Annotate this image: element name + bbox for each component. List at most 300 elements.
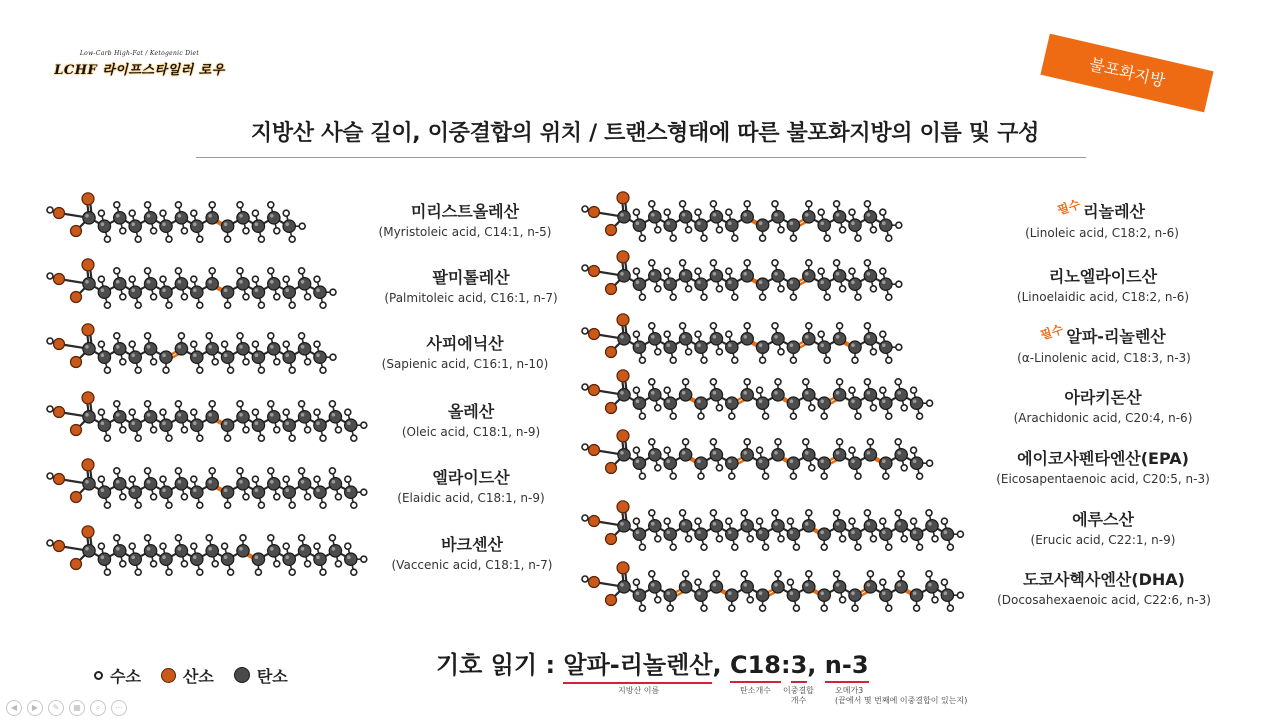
carbon-atom: [695, 219, 707, 231]
carbon-highlight: [713, 272, 717, 276]
bond: [944, 521, 947, 534]
hydrogen-atom: [274, 427, 280, 433]
hydrogen-atom: [222, 341, 228, 347]
bond: [840, 276, 843, 289]
hydrogen-atom: [772, 510, 778, 516]
hydrogen-atom: [855, 413, 861, 419]
bond: [258, 425, 261, 438]
bond: [855, 276, 870, 284]
hydrogen-atom: [274, 561, 280, 567]
hydrogen-atom: [649, 260, 655, 266]
acid-name: 리놀레산: [1083, 202, 1145, 221]
bond: [305, 349, 308, 362]
hydrogen-atom: [305, 359, 311, 365]
molecule-myristoleic: [47, 193, 305, 242]
hydrogen-atom: [582, 576, 588, 582]
carbon-highlight: [178, 345, 182, 349]
carbon-atom: [664, 457, 676, 469]
hydrogen-atom: [237, 468, 243, 474]
bond: [655, 526, 658, 539]
oxygen-atom: [71, 425, 82, 436]
carbon-atom: [221, 286, 233, 298]
hydrogen-atom: [701, 235, 707, 241]
bond: [178, 205, 181, 218]
bond: [305, 417, 308, 430]
carbon-atom: [160, 351, 172, 363]
hydrogen-atom: [320, 569, 326, 575]
bond: [914, 450, 917, 463]
bond: [870, 395, 873, 408]
carbon-highlight: [239, 480, 243, 484]
bond: [243, 349, 258, 357]
carbon-highlight: [636, 530, 640, 534]
oxygen-atom: [54, 541, 65, 552]
hydrogen-atom: [870, 227, 876, 233]
hydrogen-atom: [639, 235, 645, 241]
previous-slide-icon[interactable]: ◀: [6, 700, 22, 716]
carbon-atom: [221, 419, 233, 431]
bond: [243, 284, 246, 297]
bond: [166, 417, 181, 425]
zoom-icon[interactable]: ⌕: [90, 700, 106, 716]
bond: [667, 390, 670, 403]
oxygen-atom: [617, 430, 629, 442]
carbon-highlight: [147, 480, 151, 484]
bond: [855, 526, 870, 534]
hydrogen-atom: [763, 544, 769, 550]
bond: [178, 271, 181, 284]
hydrogen-atom: [716, 286, 722, 292]
carbon-highlight: [882, 459, 886, 463]
bond: [212, 551, 215, 564]
bond: [320, 559, 323, 572]
hydrogen-atom: [633, 518, 639, 524]
bond: [716, 526, 731, 534]
bond: [639, 339, 654, 347]
carbon-highlight: [697, 459, 701, 463]
bond: [901, 455, 904, 468]
bond: [670, 217, 685, 225]
bond: [716, 276, 731, 284]
carbon-atom: [314, 286, 326, 298]
legend-hydrogen-label: 수소: [110, 666, 141, 686]
bond: [778, 339, 793, 347]
bond: [104, 417, 119, 425]
hydrogen-atom: [114, 268, 120, 274]
carbon-highlight: [820, 280, 824, 284]
carbon-atom: [98, 486, 110, 498]
carbon-atom: [818, 397, 830, 409]
bond: [151, 284, 166, 292]
bond: [778, 526, 793, 534]
bond: [763, 217, 778, 225]
bond: [197, 425, 200, 438]
carbon-atom: [864, 211, 876, 223]
bond: [594, 582, 624, 587]
carbon-atom: [818, 457, 830, 469]
bond: [947, 534, 950, 547]
hydrogen-atom: [655, 286, 661, 292]
hydrogen-atom: [206, 535, 212, 541]
bond: [639, 347, 642, 360]
bond: [763, 526, 778, 534]
acid-formula: (Oleic acid, C18:1, n-9): [401, 425, 541, 439]
carbon-atom: [787, 589, 799, 601]
hydrogen-atom: [209, 268, 215, 274]
carbon-atom: [268, 343, 280, 355]
carbon-highlight: [743, 272, 747, 276]
hydrogen-atom: [633, 268, 639, 274]
oxygen-atom: [82, 392, 94, 404]
hydrogen-atom: [191, 476, 197, 482]
hydrogen-atom: [741, 510, 747, 516]
hydrogen-atom: [664, 447, 670, 453]
carbon-highlight: [116, 413, 120, 417]
hydrogen-atom: [763, 473, 769, 479]
carbon-highlight: [790, 591, 794, 595]
hydrogen-atom: [258, 367, 264, 373]
molecule-vaccenic: [47, 526, 367, 575]
bond: [104, 218, 119, 226]
carbon-atom: [772, 520, 784, 532]
carbon-atom: [298, 478, 310, 490]
carbon-atom: [83, 212, 95, 224]
bond: [886, 526, 901, 534]
carbon-highlight: [774, 391, 778, 395]
hydrogen-atom: [305, 427, 311, 433]
bond: [151, 349, 154, 362]
hydrogen-atom: [135, 367, 141, 373]
hydrogen-atom: [926, 571, 932, 577]
bond: [886, 534, 889, 547]
next-slide-icon[interactable]: ▶: [27, 700, 43, 716]
bond: [243, 484, 258, 492]
hydrogen-atom: [268, 535, 274, 541]
hydrogen-atom: [191, 276, 197, 282]
bond: [76, 218, 89, 231]
bond: [639, 587, 654, 595]
hydrogen-atom: [716, 349, 722, 355]
double-bond: [764, 590, 779, 598]
hydrogen-atom: [151, 427, 157, 433]
bond: [305, 284, 320, 292]
hydrogen-atom: [667, 605, 673, 611]
hydrogen-atom: [160, 210, 166, 216]
bond: [335, 417, 338, 430]
hydrogen-atom: [840, 227, 846, 233]
carbon-highlight: [867, 451, 871, 455]
hydrogen-atom: [151, 359, 157, 365]
bond: [286, 344, 289, 357]
bond: [274, 484, 277, 497]
carbon-highlight: [208, 547, 212, 551]
hydrogen-atom: [698, 413, 704, 419]
bond: [228, 551, 243, 559]
bond: [624, 395, 639, 403]
hydrogen-atom: [772, 201, 778, 207]
bond: [87, 400, 89, 417]
bond: [166, 559, 169, 572]
bond: [683, 513, 686, 526]
hydrogen-atom: [886, 294, 892, 300]
bond: [686, 276, 701, 284]
double-bond: [810, 529, 825, 537]
carbon-highlight: [820, 221, 824, 225]
hydrogen-atom: [163, 367, 169, 373]
acid-label-erucic: [973, 510, 1233, 548]
hydrogen-atom: [160, 409, 166, 415]
bond: [870, 276, 873, 289]
carbon-atom: [818, 589, 830, 601]
double-bond: [214, 287, 229, 295]
bond: [701, 587, 716, 595]
double-bond: [855, 587, 870, 595]
carbon-highlight: [882, 530, 886, 534]
carbon-atom: [221, 351, 233, 363]
oxygen-atom: [617, 192, 629, 204]
hydrogen-atom: [941, 518, 947, 524]
hydrogen-atom: [135, 569, 141, 575]
bond: [793, 526, 808, 534]
hydrogen-atom: [901, 465, 907, 471]
bond: [151, 218, 154, 231]
hydrogen-atom: [806, 571, 812, 577]
carbon-highlight: [224, 488, 228, 492]
bond: [148, 271, 151, 284]
hydrogen-atom: [191, 543, 197, 549]
bond: [824, 347, 827, 360]
hydrogen-atom: [726, 209, 732, 215]
carbon-icon: [234, 667, 250, 683]
bond: [670, 276, 685, 284]
essential-badge: 필수: [1038, 322, 1066, 343]
double-bond: [901, 587, 916, 595]
oxygen-atom: [82, 259, 94, 271]
carbon-atom: [726, 219, 738, 231]
carbon-atom: [710, 333, 722, 345]
bond: [243, 484, 246, 497]
carbon-highlight: [239, 214, 243, 218]
double-bond: [749, 279, 764, 287]
hydrogen-atom: [320, 302, 326, 308]
carbon-atom: [649, 270, 661, 282]
bond: [209, 336, 212, 349]
bond: [243, 417, 258, 425]
bond: [228, 284, 243, 292]
bond: [117, 205, 120, 218]
carbon-atom: [741, 211, 753, 223]
title-divider: [196, 157, 1086, 158]
hydrogen-atom: [834, 201, 840, 207]
carbon-atom: [710, 270, 722, 282]
bond: [917, 526, 932, 534]
bond: [228, 484, 243, 492]
hydrogen-atom: [710, 323, 716, 329]
carbon-atom: [818, 278, 830, 290]
bond: [701, 225, 704, 238]
molecule-dha: [582, 562, 963, 611]
bond: [151, 551, 166, 559]
carbon-highlight: [805, 213, 809, 217]
hydrogen-atom: [680, 510, 686, 516]
carbon-highlight: [851, 280, 855, 284]
carbon-atom: [191, 419, 203, 431]
bond: [197, 218, 212, 226]
bond: [197, 492, 200, 505]
hydrogen-atom: [252, 341, 258, 347]
hydrogen-atom: [633, 209, 639, 215]
bond: [840, 455, 855, 463]
bond: [228, 357, 231, 370]
hydrogen-atom: [135, 435, 141, 441]
hydrogen-atom: [787, 579, 793, 585]
carbon-atom: [695, 341, 707, 353]
hydrogen-atom: [695, 209, 701, 215]
carbon-atom: [283, 286, 295, 298]
double-bond: [716, 587, 731, 595]
carbon-atom: [910, 397, 922, 409]
bond: [194, 344, 197, 357]
carbon-highlight: [790, 221, 794, 225]
bond: [806, 442, 809, 455]
double-bond: [168, 352, 183, 360]
hydrogen-atom: [710, 260, 716, 266]
bond: [652, 326, 655, 339]
carbon-atom: [695, 589, 707, 601]
hydrogen-atom: [729, 413, 735, 419]
more-options-icon[interactable]: ⋯: [111, 700, 127, 716]
bond: [655, 455, 670, 463]
bond: [867, 326, 870, 339]
carbon-highlight: [255, 353, 259, 357]
hydrogen-atom: [824, 235, 830, 241]
hydrogen-atom: [191, 341, 197, 347]
bond: [151, 484, 154, 497]
carbon-highlight: [790, 530, 794, 534]
carbon-highlight: [743, 335, 747, 339]
double-bond: [733, 458, 748, 466]
acid-name: 올레산: [447, 402, 495, 421]
oxygen-atom: [606, 225, 617, 236]
carbon-atom: [833, 270, 845, 282]
formula-prefix: 기호 읽기 :: [436, 651, 564, 679]
carbon-highlight: [790, 343, 794, 347]
bond: [867, 263, 870, 276]
carbon-atom: [252, 220, 264, 232]
carbon-highlight: [620, 451, 624, 455]
carbon-highlight: [332, 480, 336, 484]
acid-label-arachidonic: [973, 388, 1233, 426]
acid-name: 아라키돈산: [1064, 388, 1142, 407]
slides-grid-icon[interactable]: ▦: [69, 700, 85, 716]
hydrogen-atom: [880, 387, 886, 393]
hydrogen-atom: [166, 502, 172, 508]
bond: [732, 534, 735, 547]
hydrogen-atom: [787, 518, 793, 524]
carbon-atom: [741, 449, 753, 461]
carbon-highlight: [697, 221, 701, 225]
hydrogen-atom: [166, 569, 172, 575]
bond: [625, 438, 627, 455]
bond: [255, 479, 258, 492]
hydrogen-atom: [258, 502, 264, 508]
hydrogen-atom: [120, 359, 126, 365]
bond: [867, 382, 870, 395]
hydrogen-atom: [670, 235, 676, 241]
carbon-highlight: [208, 480, 212, 484]
carbon-atom: [818, 219, 830, 231]
bond: [151, 484, 166, 492]
bond: [101, 546, 104, 559]
bond: [594, 521, 624, 526]
bond: [585, 518, 594, 521]
molecule-epa: [582, 430, 933, 479]
bond: [763, 534, 766, 547]
bond: [778, 276, 793, 284]
bond: [886, 595, 889, 608]
bond: [611, 395, 624, 408]
bond: [686, 587, 701, 595]
hydrogen-atom: [886, 544, 892, 550]
bond: [655, 395, 670, 403]
bond: [289, 226, 292, 239]
bond: [732, 217, 747, 225]
bond: [258, 349, 273, 357]
bond: [163, 479, 166, 492]
double-bond: [747, 276, 762, 284]
carbon-atom: [252, 286, 264, 298]
carbon-atom: [114, 212, 126, 224]
carbon-atom: [772, 211, 784, 223]
bond: [120, 417, 135, 425]
pen-icon[interactable]: ✎: [48, 700, 64, 716]
carbon-atom: [191, 351, 203, 363]
molecule-linoelaidic: [582, 251, 902, 300]
hydrogen-atom: [664, 387, 670, 393]
double-bond: [826, 398, 841, 406]
bond: [135, 484, 150, 492]
bond: [305, 417, 320, 425]
bond: [225, 546, 228, 559]
bond: [50, 341, 59, 344]
hydrogen-atom: [957, 531, 963, 537]
carbon-highlight: [651, 272, 655, 276]
carbon-atom: [679, 581, 691, 593]
bond: [716, 395, 731, 403]
bond: [886, 284, 889, 297]
bond: [120, 284, 135, 292]
hydrogen-atom: [197, 302, 203, 308]
carbon-atom: [633, 397, 645, 409]
bond: [104, 492, 107, 505]
carbon-atom: [252, 486, 264, 498]
carbon-highlight: [224, 222, 228, 226]
hydrogen-atom: [114, 333, 120, 339]
carbon-highlight: [713, 391, 717, 395]
hydrogen-atom: [855, 544, 861, 550]
bond: [775, 263, 778, 276]
carbon-highlight: [255, 222, 259, 226]
double-bond: [810, 590, 825, 598]
carbon-atom: [756, 457, 768, 469]
hydrogen-atom: [212, 359, 218, 365]
carbon-highlight: [697, 280, 701, 284]
carbon-highlight: [728, 343, 732, 347]
carbon-atom: [926, 520, 938, 532]
bond: [209, 538, 212, 551]
bond: [744, 574, 747, 587]
logo: [52, 50, 227, 78]
